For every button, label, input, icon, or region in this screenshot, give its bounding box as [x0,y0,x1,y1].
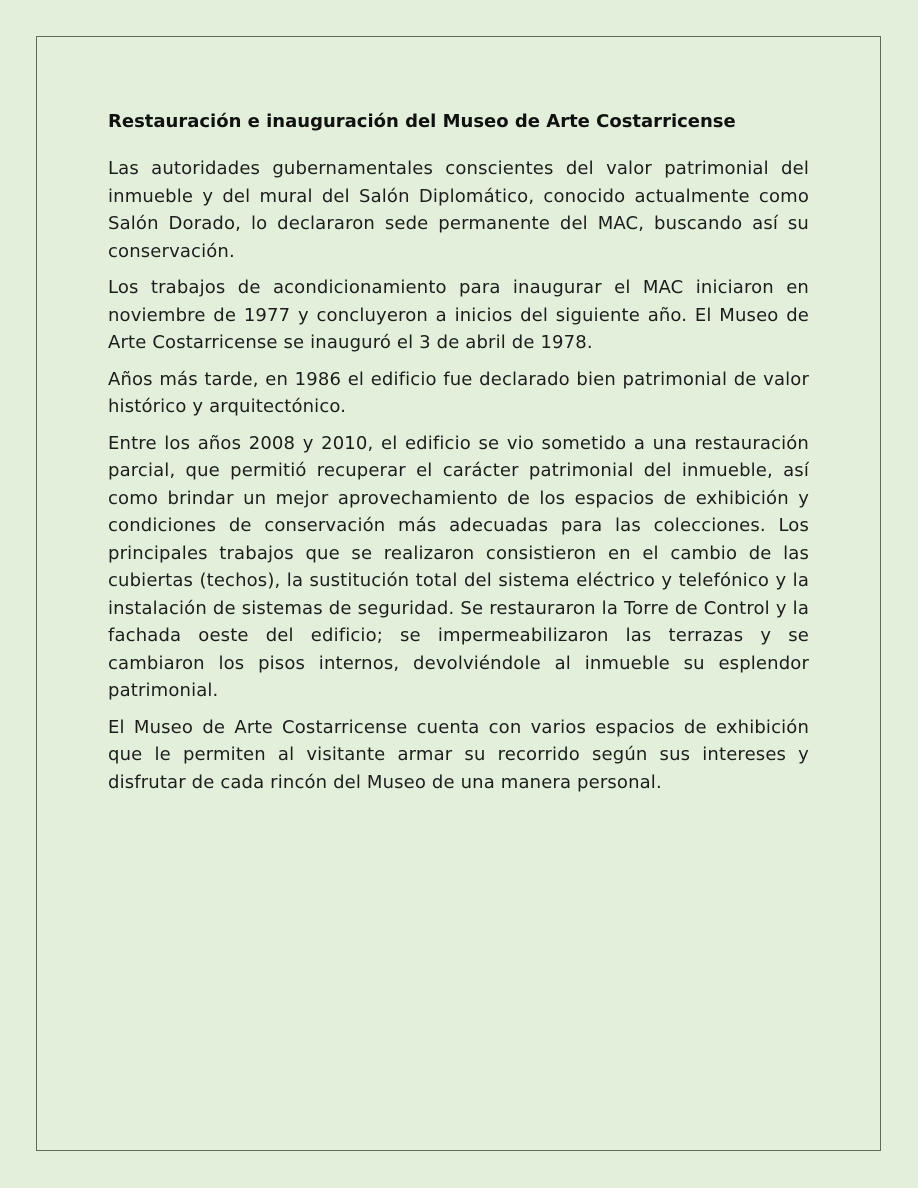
paragraph-2: Los trabajos de acondicionamiento para inaugurar el MAC iniciaron en noviembre de 1977 y concluyeron a inicios del siguiente año. El Museo de Arte Costarricense se inauguró el 3 de abril de 1978. [108,277,809,353]
document-body [108,108,809,805]
paragraph-4: Entre los años 2008 y 2010, el edificio se vio sometido a una restauración parcial, que permitió recuperar el carácter patrimonial del inmueble, así como brindar un mejor aprovechamiento de los espacios de exhibición y condiciones de conservación más adecuadas para las colecciones. Los principales trabajos que se realizaron consistieron en el cambio de las cubiertas (techos), la sustitución total del sistema eléctrico y telefónico y la instalación de sistemas de seguridad. Se restauraron la Torre de Control y la fachada oeste del edificio; se impermeabilizaron las terrazas y se cambiaron los pisos internos, devolviéndole al inmueble su esplendor patrimonial. [108,432,809,701]
document-title: Restauración e inauguración del Museo de Arte Costarricense [108,111,736,132]
paragraph-5: El Museo de Arte Costarricense cuenta con varios espacios de exhibición que le permiten al visitante armar su recorrido según sus intereses y disfrutar de cada rincón del Museo de una manera personal. [108,716,809,793]
paragraph-1: Las autoridades gubernamentales conscientes del valor patrimonial del inmueble y del mural del Salón Diplomático, conocido actualmente como Salón Dorado, lo declararon sede permanente del MAC, buscando así su conservación. [108,158,809,262]
paragraph-3: Años más tarde, en 1986 el edificio fue declarado bien patrimonial de valor histórico y arquitectónico. [108,368,809,417]
